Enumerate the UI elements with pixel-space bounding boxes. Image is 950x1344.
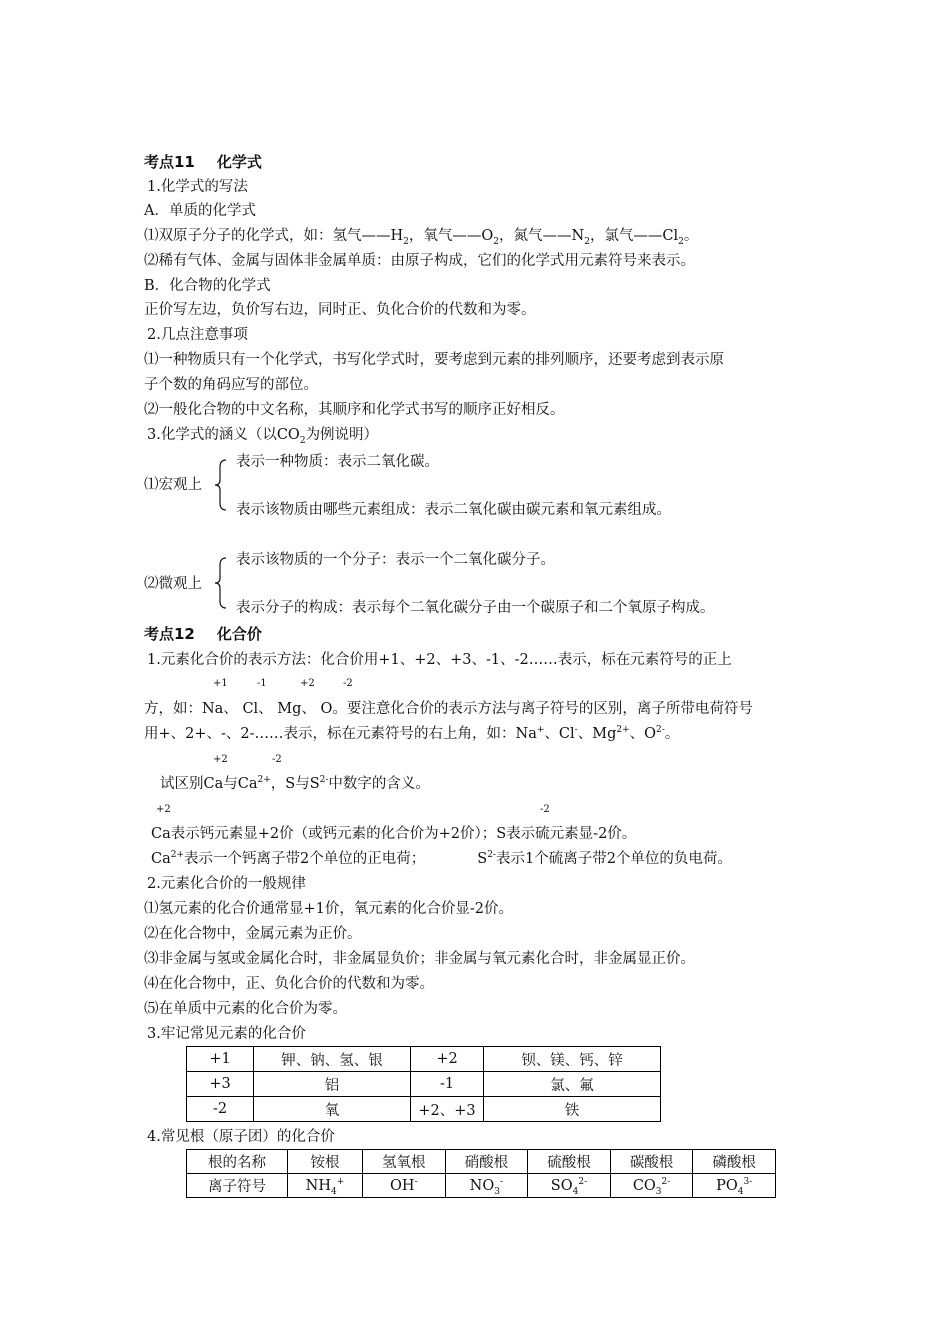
- text-part: 3.化学式的涵义（以CO: [147, 427, 300, 443]
- subheading-3: [147, 425, 378, 445]
- table-cell: 离子符号: [187, 1174, 288, 1198]
- table-cell: -1: [411, 1072, 484, 1097]
- radical-table: [186, 1149, 776, 1198]
- subscript: 3: [655, 1186, 662, 1197]
- valence-mark: +2: [156, 804, 171, 815]
- subscript: 4: [572, 1186, 579, 1197]
- heading-title: 化合价: [216, 625, 262, 643]
- paragraph-note-2: ⑵一般化合物的中文名称，其顺序和化学式书写的顺序正好相反。: [144, 402, 565, 418]
- superscript: -: [499, 1176, 504, 1187]
- table-cell: 钡、镁、钙、锌: [484, 1047, 661, 1072]
- text-part: 、Cl: [544, 726, 575, 742]
- brace-icon: [212, 556, 228, 610]
- table-cell: 铁: [484, 1097, 661, 1122]
- rule-2: ⑵在化合物中，金属元素为正价。: [144, 926, 362, 942]
- subscript: 4: [737, 1186, 744, 1197]
- subscript: 2: [403, 236, 409, 247]
- table-header-cell: 碳酸根: [610, 1150, 693, 1174]
- paragraph-valence-example: 方，如：Na、 Cl、 Mg、 O。要注意化合价的表示方法与离子符号的区别，离子所带电荷符号: [144, 701, 753, 717]
- table-header-cell: 磷酸根: [693, 1150, 776, 1174]
- paragraph-valence-intro: 1.元素化合价的表示方法：化合价用+1、+2、+3、-1、-2……表示，标在元素符号的正上: [147, 652, 732, 668]
- text-part: ，氮气——N: [499, 228, 585, 244]
- subheading-rules: 2.元素化合价的一般规律: [147, 876, 306, 892]
- subheading-2: 2.几点注意事项: [147, 327, 248, 343]
- ion-base: PO: [716, 1177, 738, 1194]
- superscript: 3-: [743, 1176, 753, 1187]
- table-header-cell: 硝酸根: [445, 1150, 528, 1174]
- superscript: 2-: [319, 775, 329, 786]
- table-row: [187, 1047, 661, 1072]
- text-part: 。: [683, 228, 699, 244]
- paragraph-distinguish: [160, 774, 430, 794]
- ion-cell: [693, 1174, 776, 1198]
- ion-cell: [362, 1174, 445, 1198]
- paragraph-diatomic: [144, 226, 698, 246]
- text-part: ，S与S: [270, 776, 320, 792]
- superscript: 2-: [656, 725, 665, 736]
- heading-title: 化学式: [216, 153, 262, 171]
- text-part: 中数字的含义。: [328, 776, 430, 792]
- brace-icon: [212, 458, 228, 512]
- superscript: +: [536, 725, 545, 736]
- text-part: 表示一个钙离子带2个单位的正电荷；: [184, 851, 426, 867]
- macro-item-2: 表示该物质由哪些元素组成：表示二氧化碳由碳元素和氧元素组成。: [236, 502, 671, 518]
- table-header-cell: 铵根: [288, 1150, 363, 1174]
- table-cell: +2、+3: [411, 1097, 484, 1122]
- valence-mark: +1: [213, 678, 228, 689]
- superscript: 2-: [578, 1176, 588, 1187]
- section-heading-12: [144, 624, 262, 644]
- text-part: 表示1个硫离子带2个单位的负电荷。: [495, 851, 732, 867]
- ion-base: NO: [469, 1177, 495, 1194]
- table-header-cell: 根的名称: [187, 1150, 288, 1174]
- text-part: Ca: [151, 851, 171, 867]
- ion-base: NH: [305, 1177, 331, 1194]
- macro-label: ⑴宏观上: [144, 477, 202, 493]
- table-row: [187, 1072, 661, 1097]
- text-part: ，氯气——Cl: [589, 228, 679, 244]
- superscript: 2+: [170, 850, 185, 861]
- ion-base: SO: [550, 1177, 573, 1194]
- superscript: -: [414, 1176, 418, 1187]
- superscript: +: [336, 1176, 345, 1187]
- text-part: 试区别Ca与Ca: [160, 776, 258, 792]
- section-heading-11: [144, 152, 262, 172]
- table-cell: -2: [187, 1097, 254, 1122]
- subscript: 2: [584, 236, 590, 247]
- subheading-1: 1.化学式的写法: [147, 179, 248, 195]
- table-row: [187, 1097, 661, 1122]
- rule-4: ⑷在化合物中，正、负化合价的代数和为零。: [144, 976, 434, 992]
- subscript: 3: [494, 1186, 500, 1197]
- subheading-table1: 3.牢记常见元素的化合价: [147, 1026, 306, 1042]
- rule-5: ⑸在单质中元素的化合价为零。: [144, 1001, 347, 1017]
- table-header-cell: 氢氧根: [362, 1150, 445, 1174]
- heading-number: 考点12: [144, 625, 195, 643]
- valence-mark: -1: [257, 678, 267, 689]
- heading-number: 考点11: [144, 153, 195, 171]
- table-cell: 氧: [254, 1097, 411, 1122]
- valence-mark: -2: [540, 804, 550, 815]
- paragraph-compound: 正价写左边，负价写右边，同时正、负化合价的代数和为零。: [144, 302, 536, 318]
- paragraph-note-1b: 子个数的角码应写的部位。: [144, 377, 318, 393]
- paragraph-valence-meaning: Ca表示钙元素显+2价（或钙元素的化合价为+2价）；S表示硫元素显-2价。: [151, 826, 637, 842]
- ion-cell: [610, 1174, 693, 1198]
- table-header-cell: 硫酸根: [528, 1150, 611, 1174]
- valence-mark: +2: [213, 754, 228, 765]
- paragraph-note-1: ⑴一种物质只有一个化学式，书写化学式时，要考虑到元素的排列顺序，还要考虑到表示原: [144, 352, 724, 368]
- rule-1: ⑴氢元素的化合价通常显+1价，氧元素的化合价显-2价。: [144, 901, 513, 917]
- paragraph-ion-symbol: [144, 724, 679, 744]
- subscript: 2: [299, 435, 306, 446]
- ion-cell: [445, 1174, 528, 1198]
- table-cell: +3: [187, 1072, 254, 1097]
- paragraph-ion-meaning: [151, 849, 732, 869]
- subheading-table2: 4.常见根（原子团）的化合价: [147, 1129, 335, 1145]
- ion-cell: [288, 1174, 363, 1198]
- table-row: [187, 1150, 776, 1174]
- subscript: 2: [678, 236, 684, 247]
- subheading-A: A．单质的化学式: [144, 203, 256, 219]
- text-part: ，氧气——O: [408, 228, 494, 244]
- text-part: 为例说明）: [305, 427, 379, 443]
- text-part: 、O: [629, 726, 657, 742]
- subscript: 2: [493, 236, 500, 247]
- superscript: 2+: [257, 775, 271, 786]
- valence-mark: -2: [272, 754, 282, 765]
- valence-table: [186, 1046, 661, 1122]
- micro-item-2: 表示分子的构成：表示每个二氧化碳分子由一个碳原子和二个氧原子构成。: [236, 600, 715, 616]
- text-part: 。: [664, 726, 680, 742]
- text-part: 用+、2+、-、2-……表示，标在元素符号的右上角，如：Na: [144, 726, 537, 742]
- superscript: 2+: [616, 725, 630, 736]
- ion-cell: [528, 1174, 611, 1198]
- subheading-B: B．化合物的化学式: [144, 278, 271, 294]
- table-cell: 氯、氟: [484, 1072, 661, 1097]
- table-cell: +1: [187, 1047, 254, 1072]
- superscript: -: [574, 725, 578, 736]
- text-part: 、Mg: [577, 726, 617, 742]
- macro-item-1: 表示一种物质：表示二氧化碳。: [236, 454, 439, 470]
- rule-3: ⑶非金属与氢或金属化合时，非金属显负价；非金属与氧元素化合时，非金属显正价。: [144, 951, 695, 967]
- paragraph-noble: ⑵稀有气体、金属与固体非金属单质：由原子构成，它们的化学式用元素符号来表示。: [144, 253, 695, 269]
- table-cell: 钾、钠、氢、银: [254, 1047, 411, 1072]
- text-part: S: [477, 851, 488, 867]
- micro-item-1: 表示该物质的一个分子：表示一个二氧化碳分子。: [236, 552, 555, 568]
- text-part: ⑴双原子分子的化学式，如：氢气——H: [144, 228, 404, 244]
- valence-mark: -2: [343, 678, 353, 689]
- subscript: 4: [331, 1186, 337, 1197]
- ion-base: OH: [389, 1177, 415, 1194]
- table-cell: +2: [411, 1047, 484, 1072]
- table-cell: 铝: [254, 1072, 411, 1097]
- micro-label: ⑵微观上: [144, 576, 202, 592]
- superscript: 2-: [661, 1176, 671, 1187]
- ion-base: CO: [632, 1177, 656, 1194]
- superscript: 2-: [487, 850, 496, 861]
- table-row: [187, 1174, 776, 1198]
- valence-mark: +2: [300, 678, 315, 689]
